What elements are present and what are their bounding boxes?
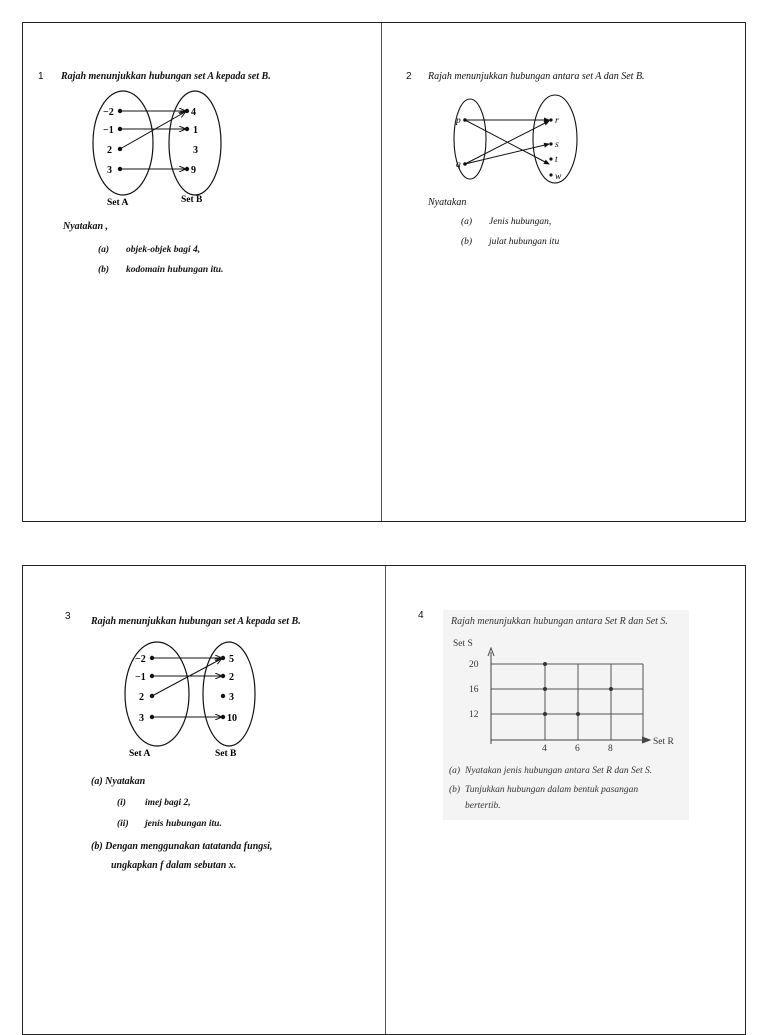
svg-text:10: 10	[227, 713, 237, 724]
q1-b4: 9	[191, 165, 196, 176]
q1-number: 1	[38, 71, 44, 82]
q4-title: Rajah menunjukkan hubungan antara Set R dan Set S.	[451, 616, 668, 627]
q1-set-a-label: Set A	[107, 198, 129, 208]
svg-text:−2: −2	[135, 654, 146, 665]
x-tick-4: 4	[542, 744, 547, 754]
y-tick-12: 12	[469, 710, 479, 720]
q1-part-b: (b) kodomain hubungan itu.	[98, 265, 224, 275]
svg-text:5: 5	[229, 654, 234, 665]
column-divider	[381, 23, 382, 521]
q2-part-b: (b) julat hubungan itu	[461, 237, 560, 247]
svg-text:r: r	[555, 116, 559, 126]
svg-text:t: t	[555, 155, 558, 165]
svg-text:3: 3	[229, 692, 234, 703]
q2-set-b-oval	[533, 95, 577, 183]
q1-arrow-diagram	[83, 87, 253, 209]
svg-text:Set A: Set A	[129, 749, 151, 759]
svg-text:p: p	[456, 116, 461, 126]
q2-arrow-diagram	[451, 93, 581, 189]
svg-text:2: 2	[229, 672, 234, 683]
svg-text:2: 2	[139, 692, 144, 703]
q1-a2: −1	[103, 125, 114, 136]
y-tick-16: 16	[469, 685, 479, 695]
q3-sub-ii: (ii) jenis hubungan itu.	[117, 819, 222, 829]
q3-part-b-line2: ungkapkan f dalam sebutan x.	[111, 860, 237, 871]
q1-part-a: (a) objek-objek bagi 4,	[98, 245, 201, 255]
q3-title: Rajah menunjukkan hubungan set A kepada set B.	[91, 616, 301, 627]
q1-a3: 2	[107, 145, 112, 156]
q4-y-axis-label: Set S	[453, 639, 473, 649]
set-a-oval	[93, 91, 153, 195]
q4-part-a: (a) Nyatakan jenis hubungan antara Set R dan Set S.	[449, 766, 653, 776]
q1-prompt: Nyatakan ,	[63, 221, 108, 232]
svg-text:w: w	[555, 172, 562, 182]
q1-b2: 1	[193, 125, 198, 136]
column-divider	[385, 566, 386, 1034]
x-tick-8: 8	[608, 744, 613, 754]
q3-sub-i: (i) imej bagi 2,	[117, 798, 191, 808]
q3-number: 3	[65, 611, 71, 622]
q1-a1: −2	[103, 107, 114, 118]
svg-text:3: 3	[139, 713, 144, 724]
worksheet-page-1	[22, 22, 746, 522]
worksheet-page-2	[22, 565, 746, 1035]
q4-x-axis-label: Set R	[653, 737, 674, 747]
q1-b1: 4	[191, 107, 196, 118]
q1-title: Rajah menunjukkan hubungan set A kepada set B.	[61, 71, 271, 82]
q2-prompt: Nyatakan	[428, 197, 467, 208]
q4-number: 4	[418, 610, 424, 621]
q2-title: Rajah menunjukkan hubungan antara set A dan Set B.	[428, 71, 645, 82]
q3-part-b-line1: (b) Dengan menggunakan tatatanda fungsi,	[91, 841, 273, 852]
q2-part-a: (a) Jenis hubungan,	[461, 217, 552, 227]
x-tick-6: 6	[575, 744, 580, 754]
svg-text:s: s	[555, 140, 559, 150]
y-tick-20: 20	[469, 660, 479, 670]
q4-graph	[453, 634, 693, 754]
q1-b3: 3	[193, 145, 198, 156]
svg-text:Set B: Set B	[215, 749, 237, 759]
q1-a4: 3	[107, 165, 112, 176]
q4-part-b-cont: bertertib.	[465, 801, 501, 811]
svg-text:−1: −1	[135, 672, 146, 683]
q3-part-a: (a) Nyatakan	[91, 776, 146, 787]
q3-arrow-diagram	[115, 638, 285, 760]
q2-number: 2	[406, 71, 412, 82]
q4-part-b: (b) Tunjukkan hubungan dalam bentuk pasangan	[449, 785, 639, 795]
svg-text:q: q	[456, 160, 461, 170]
q1-set-b-label: Set B	[181, 195, 203, 205]
